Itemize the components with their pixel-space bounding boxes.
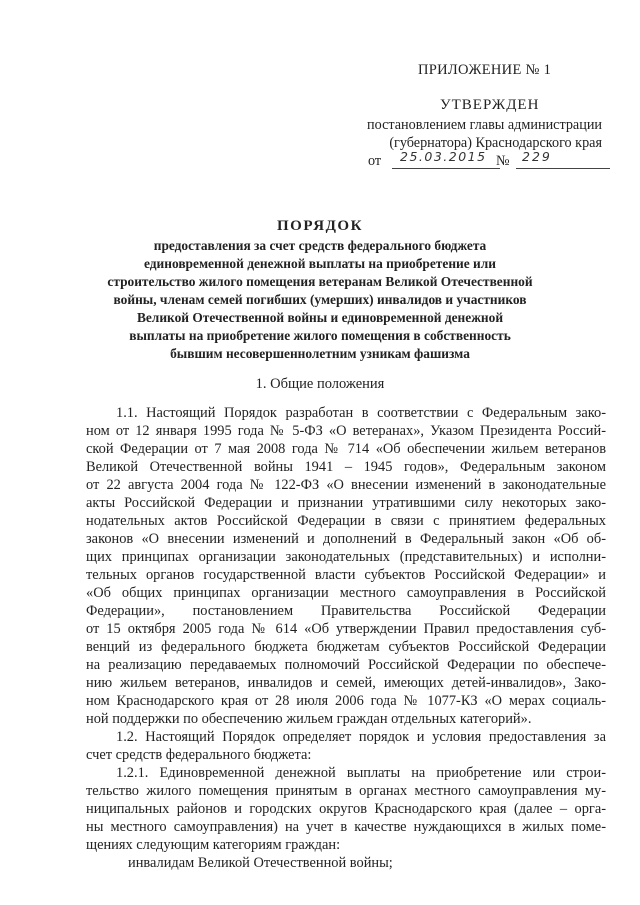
body-line: ниципальных районов и городских округов Краснодарского края (далее – орга- <box>86 801 606 817</box>
body-line: щениях следующим категориям граждан: <box>86 837 341 853</box>
body-line: 1.1. Настоящий Порядок разработан в соответствии с Федеральным зако- <box>116 405 606 421</box>
body-line: Федерации», постановлением Правительства Российской Федерации <box>86 603 606 619</box>
body-line: ны местного самоуправления) на учет в качестве нуждающихся в жилых поме- <box>86 819 606 835</box>
body-line: законов «О внесении изменений и дополнений в Федеральный закон «Об об- <box>86 531 606 547</box>
body-line: «Об общих принципах организации местного самоуправления в Российской <box>86 585 606 601</box>
approval-line-1: постановлением главы администрации <box>367 117 602 133</box>
body-line: от 15 октября 2005 года № 614 «Об утверждении Правил предоставления суб- <box>86 621 606 637</box>
body-line: нию жильем ветеранов, инвалидов и семей, имеющих детей-инвалидов», Зако- <box>86 675 606 691</box>
body-line: щих принципах организации законодательных (представительных) и исполни- <box>86 549 606 565</box>
body-line: от 22 августа 2004 года № 122-ФЗ «О внесении изменений в законодательные <box>86 477 606 493</box>
subtitle-line: предоставления за счет средств федерального бюджета <box>153 238 487 253</box>
handwritten-number: 229 <box>516 149 610 169</box>
number-label: № <box>496 153 510 169</box>
approved-stamp-heading: УТВЕРЖДЕН <box>440 97 540 113</box>
body-line: нодательных актов Российской Федерации в связи с принятием федеральных <box>86 513 606 529</box>
section-heading: 1. Общие положения <box>255 376 385 392</box>
body-line: ской Федерации от 7 мая 2008 года № 714 «Об обеспечении жильем ветеранов <box>86 441 606 457</box>
subtitle-line: единовременной денежной выплаты на приобретение или <box>143 256 496 271</box>
body-line: ной поддержки по обеспечению жильем граждан отдельных категорий». <box>86 711 532 727</box>
handwritten-date: 25.03.2015 <box>392 149 500 169</box>
body-line: акты Российской Федерации и признании утратившими силу некоторых зако- <box>86 495 606 511</box>
appendix-label: ПРИЛОЖЕНИЕ № 1 <box>418 62 552 78</box>
subtitle-line: Великой Отечественной войны и единовременной денежной <box>136 310 504 325</box>
subtitle-line: выплаты на приобретение жилого помещения в собственность <box>129 328 511 343</box>
decree-date-number-row <box>368 149 604 173</box>
document-title: ПОРЯДОК <box>277 218 363 234</box>
body-line: ном Краснодарского края от 28 июля 2006 года № 1077-КЗ «О мерах социаль- <box>86 693 606 709</box>
body-line: тельных органов государственной власти субъектов Российской Федерации» и <box>86 567 606 583</box>
date-label: от <box>368 153 382 169</box>
body-line: счет средств федерального бюджета: <box>86 747 312 763</box>
subtitle-line: войны, членам семей погибших (умерших) инвалидов и участников <box>113 292 527 307</box>
body-line: ном от 12 января 1995 года № 5-ФЗ «О ветеранах», Указом Президента Россий- <box>86 423 606 439</box>
body-line: инвалидам Великой Отечественной войны; <box>128 855 393 871</box>
approval-line-2: (губернатора) Краснодарского края <box>389 135 602 151</box>
body-line: на реализацию передаваемых полномочий Российской Федерации по обеспече- <box>86 657 606 673</box>
body-line: 1.2. Настоящий Порядок определяет порядок и условия предоставления за <box>116 729 606 745</box>
body-line: венций из федерального бюджета бюджетам субъектов Российской Федерации <box>86 639 606 655</box>
body-line: тельство жилого помещения принятым в органах местного самоуправления му- <box>86 783 606 799</box>
subtitle-line: строительство жилого помещения ветеранам Великой Отечественной <box>107 274 533 289</box>
body-line: Великой Отечественной войны 1941 – 1945 годов», Федеральным законом <box>86 459 606 475</box>
subtitle-line: бывшим несовершеннолетним узникам фашизма <box>170 346 470 361</box>
body-line: 1.2.1. Единовременной денежной выплаты на приобретение или строи- <box>116 765 606 781</box>
